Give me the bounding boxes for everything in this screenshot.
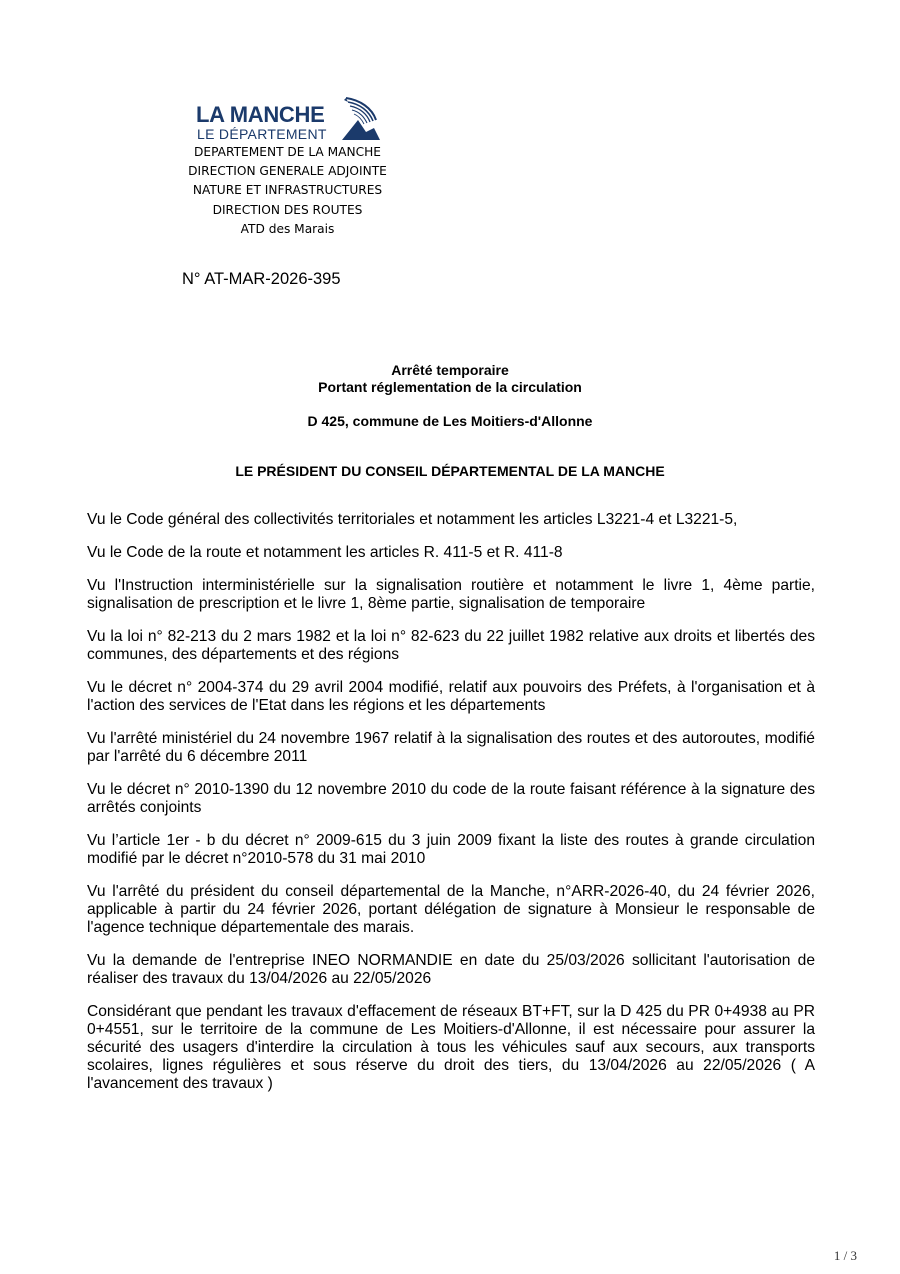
- sail-logo-icon: [336, 96, 380, 142]
- header-line: DEPARTEMENT DE LA MANCHE: [194, 145, 381, 159]
- paragraph: Vu l’article 1er - b du décret n° 2009-615 du 3 juin 2009 fixant la liste des routes à grande circulation modifié par le décret n°2010-578 du 31 mai 2010: [87, 832, 815, 867]
- paragraph: Vu le décret n° 2004-374 du 29 avril 2004 modifié, relatif aux pouvoirs des Préfets, à l'organisation et à l'action des services de l'Etat dans les régions et les départements: [87, 679, 815, 714]
- header-line: ATD des Marais: [240, 221, 335, 236]
- president-heading: LE PRÉSIDENT DU CONSEIL DÉPARTEMENTAL DE LA MANCHE: [235, 463, 665, 479]
- department-header: [150, 143, 425, 239]
- title-line-2: Portant réglementation de la circulation: [318, 379, 582, 395]
- header-line: DIRECTION GENERALE ADJOINTE: [188, 164, 387, 179]
- title-commune: , commune de Les Moitiers-d'Allonne: [344, 413, 593, 429]
- paragraph: Vu le décret n° 2010-1390 du 12 novembre 2010 du code de la route faisant référence à la signature des arrêtés conjoints: [87, 781, 815, 816]
- logo-subtitle: LE DÉPARTEMENT: [197, 126, 327, 142]
- paragraph: Vu le Code général des collectivités territoriales et notamment les articles L3221-4 et L3221-5,: [87, 511, 738, 528]
- paragraph: Vu l'arrêté du président du conseil départemental de la Manche, n°ARR-2026-40, du 24 février 2026, applicable à partir du 24 février 2026, portant délégation de signature à Monsieur le responsable de l'agence technique départementale des marais.: [87, 883, 815, 936]
- paragraph: Vu le Code de la route et notamment les articles R. 411-5 et R. 411-8: [87, 544, 563, 561]
- logo-title: LA MANCHE: [196, 102, 325, 127]
- title-road: D 425: [307, 413, 345, 429]
- paragraph: Vu l'arrêté ministériel du 24 novembre 1967 relatif à la signalisation des routes et des autoroutes, modifié par l'arrêté du 6 décembre 2011: [87, 730, 815, 765]
- title-line-1: Arrêté temporaire: [391, 362, 509, 378]
- title-road-line: [0, 413, 900, 429]
- page-number: 1 / 3: [833, 1248, 857, 1263]
- document-body: [87, 511, 815, 1108]
- department-logo: [192, 96, 382, 142]
- paragraph: Vu l'Instruction interministérielle sur la signalisation routière et notamment le livre 1, 4ème partie, signalisation de prescription et le livre 1, 8ème partie, signalisation de temporaire: [87, 577, 815, 612]
- header-line: DIRECTION DES ROUTES: [212, 202, 363, 217]
- paragraph: Vu la loi n° 82-213 du 2 mars 1982 et la loi n° 82-623 du 22 juillet 1982 relative aux droits et libertés des communes, des départements et des régions: [87, 628, 815, 663]
- arrete-number: N° AT-MAR-2026-395: [182, 270, 341, 288]
- paragraph: Considérant que pendant les travaux d'effacement de réseaux BT+FT, sur la D 425 du PR 0+4938 au PR 0+4551, sur le territoire de la commune de Les Moitiers-d'Allonne, il est nécessaire pour assurer la sécurité des usagers d'interdire la circulation à tous les véhicules sauf aux secours, aux transports scolaires, lignes régulières et sous réserve du droit des tiers, du 13/04/2026 au 22/05/2026 ( A l'avancement des travaux ): [87, 1003, 815, 1092]
- header-line: NATURE ET INFRASTRUCTURES: [192, 183, 383, 198]
- paragraph: Vu la demande de l'entreprise INEO NORMANDIE en date du 25/03/2026 sollicitant l'autorisation de réaliser des travaux du 13/04/2026 au 22/05/2026: [87, 952, 815, 987]
